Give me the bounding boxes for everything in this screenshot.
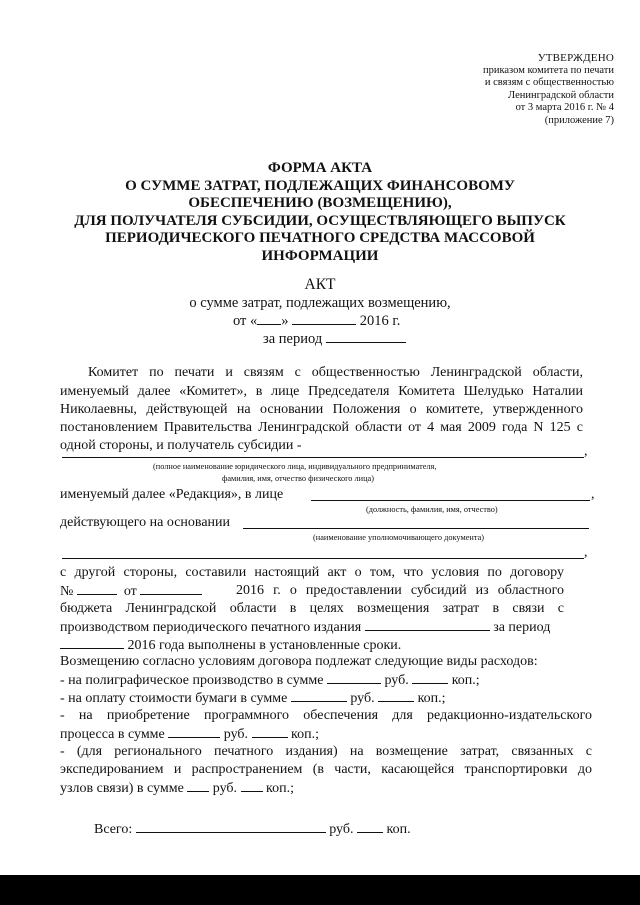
approval-order: приказом комитета по печати <box>482 64 614 76</box>
basis-label: действующего на основании <box>60 515 231 530</box>
approval-region: Ленинградской области <box>508 89 614 101</box>
basis-blank <box>243 528 589 529</box>
title-line: О СУММЕ ЗАТРАТ, ПОДЛЕЖАЩИХ ФИНАНСОВОМУ <box>125 177 515 194</box>
title-line: ПЕРИОДИЧЕСКОГО ПЕЧАТНОГО СРЕДСТВА МАССОВОЙ <box>105 230 535 247</box>
recipient-blank <box>62 457 584 458</box>
total-amount-blank <box>136 821 326 833</box>
editorial-hint: (должность, фамилия, имя, отчество) <box>366 505 498 514</box>
act-date: от « » 2016 г. <box>233 313 401 329</box>
recipient-hint: фамилия, имя, отчество физического лица) <box>222 474 374 483</box>
total-label: Всего: <box>94 822 133 837</box>
expense-item: - (для регионального печатного издания) на возмещение затрат, связанных с <box>60 744 592 759</box>
title-line: ОБЕСПЕЧЕНИЮ (ВОЗМЕЩЕНИЮ), <box>188 195 452 212</box>
contract-line: с другой стороны, составили настоящий акт о том, что условия по договору <box>60 565 564 580</box>
approval-date: от 3 марта 2016 г. № 4 <box>515 102 614 114</box>
approval-appendix: (приложение 7) <box>544 114 614 126</box>
act-heading: АКТ <box>304 276 336 293</box>
period-blank-2 <box>60 637 124 649</box>
editorial-label: именуемый далее «Редакция», в лице <box>60 487 284 502</box>
period-blank <box>326 331 406 343</box>
editorial-rep-blank <box>311 500 590 501</box>
intro-line: Николаевны, действующей на основании Положения о комитете, утвержденного <box>60 402 583 417</box>
expense-item: узлов связи) в сумме руб. коп.; <box>60 781 295 796</box>
month-blank <box>292 313 356 325</box>
expense-item: - на оплату стоимости бумаги в сумме руб. коп.; <box>60 691 446 706</box>
expenses-intro: Возмещению согласно условиям договора подлежат следующие виды расходов: <box>60 654 538 669</box>
document-page: УТВЕРЖДЕНО приказом комитета по печати и связям с общественностью Ленинградской области от 3 марта 2016 г. № 4 (приложение 7) ФОРМА АКТА О СУММЕ ЗАТРАТ, ПОДЛЕЖАЩИХ ФИНАНСОВОМУ ОБЕСПЕЧЕНИЮ (ВОЗМЕЩЕНИЮ), ДЛЯ ПОЛУЧАТЕЛЯ СУБСИДИИ, ОСУЩЕСТВЛЯЮЩЕГО ВЫПУСК ПЕРИОДИЧЕСКОГО ПЕЧАТНОГО СРЕДСТВА МАССОВОЙ ИНФОРМАЦИИ АКТ о сумме затрат, подлежащих возмещению, от « » 2016 г. за период Комитет по печати и связям с общественностью Ленинградской области, именуемый далее «Комитет», в лице Председателя Комитета Шелудько Наталии Николаевны, действующей на основании Положения о комитете, утвержденного постановлением Правительства Ленинградской области от 4 мая 2009 года N 125 с одной стороны, и получатель субсидии - , (полное наименование юридического лица, индивидуального предпринимателя, фамилия, имя, отчество физического лица) именуемый далее «Редакция», в лице , (должность, фамилия, имя, отчество) действующего на основании (наименование уполномочивающего документа) , с другой стороны, составили настоящий акт о том, что условия по договору № от 2016 г. о предоставлении субсидий из областного бюджета Ленинградской области в целях возмещения затрат в связи с производством периодического печатного издания за период 2016 года выполнены в установленные сроки. Возмещению согласно условиям договора подлежат следующие виды расходов: - на полиграфическое производство в сумме руб. коп.; - на оплату стоимости бумаги в сумме руб. коп.; - на приобретение программного обеспечения для редакционно-издательского процесса в сумме руб. коп.; - (для регионального печатного издания) на возмещение затрат, связанных с экспедированием и распространением (в части, касающейся транспортировки до узлов связи) в сумме руб. коп.; Всего: руб. коп. <box>0 0 640 905</box>
total-line: Всего: руб. коп. <box>94 822 411 837</box>
basis-hint: (наименование уполномочивающего документа) <box>313 533 485 542</box>
expense-item: - на полиграфическое производство в сумме руб. коп.; <box>60 673 480 688</box>
intro-line: именуемый далее «Комитет», в лице Председателя Комитета Шелудько Наталии <box>60 384 583 399</box>
edition-blank <box>365 619 490 631</box>
act-period: за период <box>263 331 406 348</box>
intro-line: Комитет по печати и связям с общественностью Ленинградской области, <box>88 365 583 380</box>
expense-item: экспедированием и распространением (в части, касающейся транспортировки до <box>60 762 592 777</box>
contract-line: 2016 года выполнены в установленные сроки. <box>60 637 401 654</box>
form-title <box>60 160 580 266</box>
act-subtitle: о сумме затрат, подлежащих возмещению, <box>189 295 451 311</box>
title-line: ИНФОРМАЦИИ <box>261 247 379 264</box>
contract-number-blank <box>77 583 117 595</box>
intro-line: постановлением Правительства Ленинградской области от 4 мая 2009 года N 125 с <box>60 420 583 435</box>
intro-line: одной стороны, и получатель субсидии - <box>60 438 302 453</box>
approval-heading: УТВЕРЖДЕНО <box>537 52 614 64</box>
expense-item: процесса в сумме руб. коп.; <box>60 727 319 742</box>
approval-stamp <box>414 52 614 128</box>
contract-line: бюджета Ленинградской области в целях возмещения затрат в связи с <box>60 601 564 616</box>
day-blank <box>257 313 281 325</box>
approval-committee: и связям с общественностью <box>484 77 614 89</box>
contract-date-blank <box>140 583 202 595</box>
contract-line: 2016 г. о предоставлении субсидий из областного <box>236 583 564 598</box>
basis-blank-2 <box>62 558 584 559</box>
expense-item: - на приобретение программного обеспечения для редакционно-издательского <box>60 708 592 723</box>
contract-line: № от <box>60 583 202 600</box>
scan-bottom-border <box>0 875 640 905</box>
contract-line: производством периодического печатного издания за период <box>60 620 551 635</box>
title-line: ДЛЯ ПОЛУЧАТЕЛЯ СУБСИДИИ, ОСУЩЕСТВЛЯЮЩЕГО ВЫПУСК <box>74 212 566 229</box>
recipient-hint: (полное наименование юридического лица, индивидуального предпринимателя, <box>153 462 437 471</box>
title-line: ФОРМА АКТА <box>267 160 373 176</box>
